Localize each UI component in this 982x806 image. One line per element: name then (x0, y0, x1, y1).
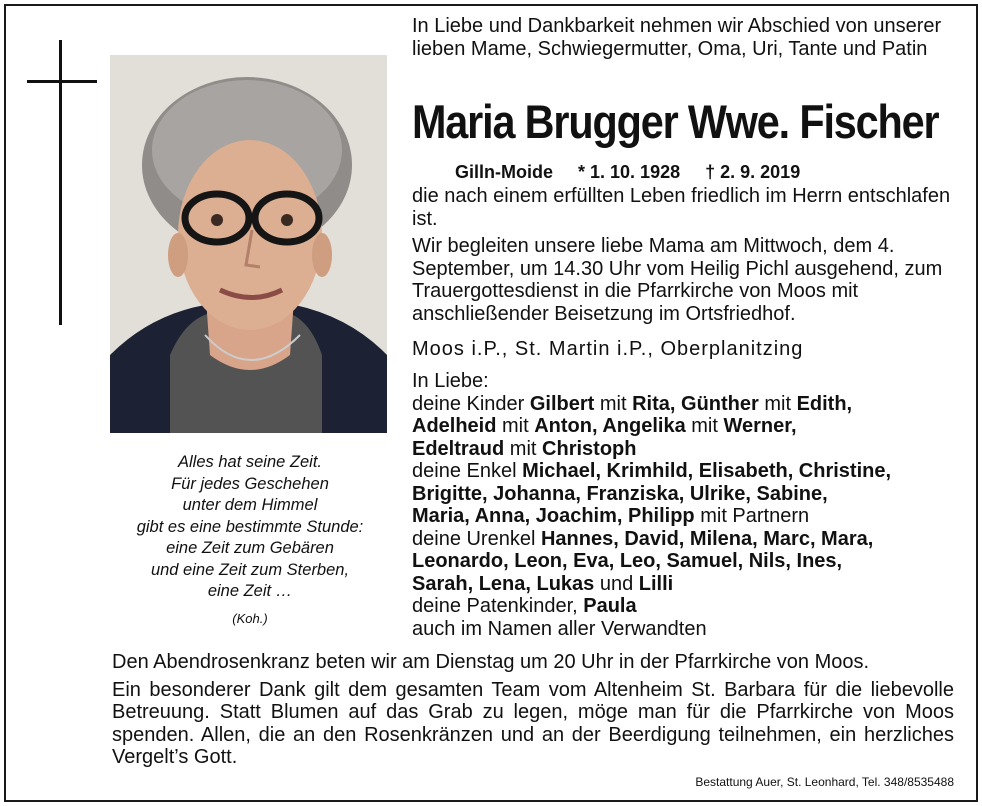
quote-line: Alles hat seine Zeit. (178, 453, 322, 471)
quote-source: (Koh.) (232, 610, 268, 626)
mourner-names: Maria, Anna, Joachim, Philipp (412, 505, 695, 527)
mourner-names: Lilli (638, 572, 674, 595)
mourner-relation: mit (496, 415, 535, 437)
quote-line: unter dem Himmel (182, 496, 318, 514)
closing-text (112, 651, 954, 774)
body-paragraph: Wir begleiten unsere liebe Mama am Mittwoch, dem 4. September, um 14.30 Uhr vom Heilig Pichl ausgehend, zum Trauergottesdienst in die Pfarrkirche von Moos mit anschließender Beisetzung im Ortsfriedhof. (412, 235, 943, 325)
mourner-line (412, 460, 962, 483)
mourner-relation: und (594, 572, 639, 595)
mourner-names: Sarah, Lena, Lukas (412, 572, 595, 595)
mourner-names: Brigitte, Johanna, Franziska, Ulrike, Sabine, (412, 482, 828, 505)
bible-quote (100, 452, 400, 629)
mourner-lines (412, 393, 962, 641)
funeral-info (412, 185, 957, 330)
funeral-home-credit: Bestattung Auer, St. Leonhard, Tel. 348/8535488 (695, 775, 954, 789)
quote-line: eine Zeit zum Gebären (166, 539, 334, 557)
mourner-relation: deine Patenkinder, (412, 595, 584, 617)
quote-line: eine Zeit … (207, 582, 293, 600)
mourner-relation: deine Urenkel (412, 527, 541, 550)
intro-text: In Liebe und Dankbarkeit nehmen wir Abschied von unserer lieben Mame, Schwiegermutter, Oma, Uri, Tante und Patin (412, 15, 942, 60)
mourner-names: Hannes, David, Milena, Marc, Mara, (540, 527, 874, 550)
mourners-heading: In Liebe: (412, 370, 489, 392)
birth-date: * 1. 10. 1928 (578, 162, 681, 182)
rosary-note: Den Abendrosenkranz beten wir am Dienstag um 20 Uhr in der Pfarrkirche von Moos. (112, 651, 870, 673)
mourner-line (412, 595, 962, 618)
portrait-photo (110, 55, 387, 433)
mourner-line (412, 483, 962, 506)
mourner-relation: mit (758, 392, 797, 415)
mourner-line (412, 505, 962, 528)
mourner-names: Edith, (796, 392, 853, 415)
mourner-relation: mit (504, 437, 543, 460)
death-date: † 2. 9. 2019 (705, 162, 801, 182)
mourner-names: Anton, Angelika (534, 415, 686, 437)
mourner-line (412, 415, 962, 438)
mourner-names: Edeltraud (412, 437, 505, 460)
thanks-note: Ein besonderer Dank gilt dem gesamten Team vom Altenheim St. Barbara für die liebevolle Betreuung. Statt Blumen auf das Grab zu legen, möge man für die Pfarrkirche von Moos spenden. Allen, die an den Rosenkränzen und an der Beerdigung teilnehmen, ein herzliches Vergelt’s Gott. (112, 678, 954, 768)
life-dates (455, 162, 800, 183)
mourner-names: Michael, Krimhild, Elisabeth, Christine, (522, 460, 892, 482)
mourners-list (412, 370, 962, 640)
mourner-names: Paula (583, 595, 637, 617)
cross-icon-bar (27, 80, 97, 83)
mourner-relation: deine Enkel (412, 460, 523, 482)
mourner-relation: deine Kinder (412, 392, 530, 415)
mourner-names: Adelheid (412, 415, 497, 437)
deceased-name: Maria Brugger Wwe. Fischer (412, 95, 939, 148)
mourner-line (412, 618, 962, 641)
mourner-relation: mit (685, 415, 724, 437)
mourner-relation: mit (594, 392, 633, 415)
house-name: Gilln-Moide (455, 162, 553, 182)
body-paragraph: die nach einem erfüllten Leben friedlich im Herrn entschlafen ist. (412, 185, 951, 230)
mourner-line (412, 573, 962, 596)
quote-line: gibt es eine bestimmte Stunde: (136, 517, 364, 536)
mourner-names: Christoph (542, 437, 637, 460)
mourner-line (412, 438, 962, 461)
quote-line: und eine Zeit zum Sterben, (150, 560, 350, 579)
mourner-names: Rita, Günther (632, 392, 759, 415)
family-places: Moos i.P., St. Martin i.P., Oberplanitzing (412, 338, 804, 360)
mourner-line (412, 393, 962, 416)
mourner-names: Leonardo, Leon, Eva, Leo, Samuel, Nils, Ines, (412, 550, 843, 572)
mourner-names: Gilbert (529, 392, 595, 415)
mourner-relation: mit Partnern (694, 505, 810, 527)
mourner-line (412, 528, 962, 551)
mourner-relation: auch im Namen aller Verwandten (412, 617, 707, 640)
quote-line: Für jedes Geschehen (171, 474, 329, 493)
mourner-names: Werner, (723, 415, 797, 437)
mourner-line (412, 550, 962, 573)
